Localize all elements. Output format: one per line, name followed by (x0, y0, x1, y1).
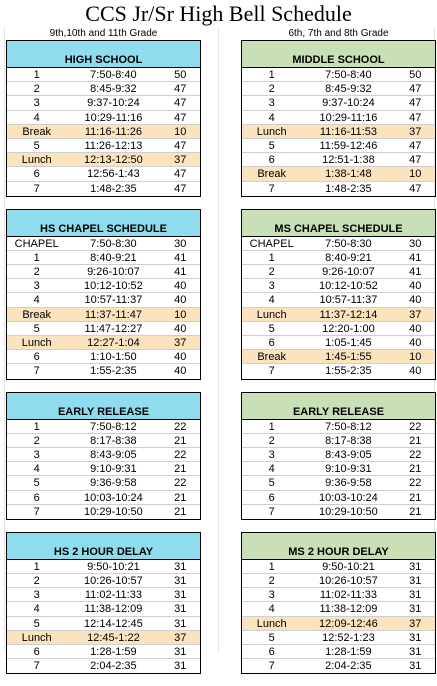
section-title: HIGH SCHOOL (7, 41, 200, 68)
period-cell: 6 (33, 168, 40, 181)
schedule-section (241, 532, 436, 675)
minutes-cell: 47 (174, 182, 187, 195)
schedule-row (242, 153, 435, 167)
schedule-row (7, 251, 200, 265)
minutes-cell: 30 (174, 237, 187, 250)
minutes-cell: 47 (174, 139, 187, 152)
time-cell: 11:02-11:33 (319, 589, 377, 602)
time-cell: 9:26-10:07 (87, 266, 140, 279)
minutes-cell: 47 (174, 111, 187, 124)
minutes-cell: 40 (174, 294, 187, 307)
schedule-section (6, 209, 201, 380)
time-cell: 10:26-10:57 (319, 575, 378, 588)
schedule-section (241, 40, 436, 197)
schedule-row (242, 448, 435, 462)
period-cell: 7 (33, 505, 40, 518)
time-cell: 7:50-8:30 (90, 237, 137, 250)
minutes-cell: 31 (409, 560, 422, 573)
grade-label-middle: 6th, 7th and 8th Grade (288, 28, 389, 39)
minutes-cell: 31 (409, 646, 422, 658)
time-cell: 1:28-1:59 (325, 646, 372, 658)
time-cell: 8:45-9:32 (325, 83, 372, 96)
minutes-cell: 40 (174, 280, 187, 293)
minutes-cell: 40 (409, 337, 422, 349)
period-cell: 2 (33, 575, 40, 588)
period-cell: 4 (268, 463, 275, 476)
period-cell: 7 (268, 365, 275, 378)
schedule-row (242, 560, 435, 574)
time-cell: 9:50-10:21 (322, 560, 375, 573)
period-cell: 2 (268, 83, 275, 96)
schedule-section (6, 392, 201, 520)
schedule-row (242, 462, 435, 476)
minutes-cell: 30 (409, 237, 422, 250)
schedule-row (242, 617, 435, 631)
period-cell: 2 (33, 83, 40, 96)
period-cell: 7 (268, 182, 275, 195)
schedule-row (7, 153, 200, 167)
schedule-row (242, 336, 435, 350)
schedule-row (7, 336, 200, 350)
time-cell: 10:29-11:16 (319, 111, 378, 124)
minutes-cell: 31 (174, 660, 187, 673)
minutes-cell: 41 (174, 266, 187, 279)
period-cell: 1 (33, 251, 40, 264)
page-title: CCS Jr/Sr High Bell Schedule (85, 1, 352, 26)
period-cell: 6 (268, 154, 275, 167)
minutes-cell: 37 (409, 308, 422, 321)
time-cell: 1:48-2:35 (90, 182, 137, 195)
minutes-cell: 31 (409, 575, 422, 588)
schedule-section (6, 532, 201, 675)
schedule-row (7, 322, 200, 336)
period-cell: 7 (33, 182, 40, 195)
schedule-row (242, 491, 435, 505)
period-cell: 5 (268, 631, 275, 644)
minutes-cell: 47 (409, 154, 422, 167)
period-cell: Break (22, 125, 52, 138)
minutes-cell: 47 (409, 97, 422, 110)
minutes-cell: 22 (174, 420, 187, 433)
schedule-row (242, 588, 435, 602)
minutes-cell: 41 (174, 251, 187, 264)
schedule-row (242, 659, 435, 673)
minutes-cell: 41 (409, 266, 422, 279)
minutes-cell: 21 (409, 505, 422, 518)
period-cell: 6 (268, 337, 275, 349)
time-cell: 8:45-9:32 (90, 83, 137, 96)
minutes-cell: 50 (409, 69, 422, 81)
schedule-row (7, 96, 200, 110)
minutes-cell: 37 (174, 337, 187, 349)
schedule-row (7, 476, 200, 490)
schedule-section (241, 392, 436, 520)
time-cell: 11:38-12:09 (319, 603, 378, 616)
period-cell: 1 (268, 251, 275, 264)
period-cell: 1 (268, 69, 275, 81)
schedule-row (7, 602, 200, 616)
time-cell: 8:43-9:05 (325, 448, 372, 461)
schedule-row (242, 350, 435, 364)
minutes-cell: 31 (409, 631, 422, 644)
minutes-cell: 10 (174, 308, 187, 321)
minutes-cell: 21 (174, 434, 187, 447)
time-cell: 8:40-9:21 (325, 251, 372, 264)
schedule-row (242, 574, 435, 588)
schedule-row (7, 350, 200, 364)
period-cell: 1 (268, 420, 275, 433)
period-cell: Lunch (256, 308, 287, 321)
schedule-row (7, 434, 200, 448)
period-cell: 2 (268, 266, 275, 279)
minutes-cell: 40 (174, 322, 187, 335)
schedule-row (7, 293, 200, 307)
minutes-cell: 31 (174, 603, 187, 616)
period-cell: 3 (33, 97, 40, 110)
time-cell: 10:03-10:24 (84, 491, 143, 504)
time-cell: 7:50-8:12 (325, 420, 372, 433)
period-cell: 3 (33, 280, 40, 293)
schedule-row (242, 505, 435, 519)
minutes-cell: 31 (174, 617, 187, 630)
schedule-row (7, 182, 200, 196)
minutes-cell: 21 (174, 491, 187, 504)
time-cell: 7:50-8:30 (325, 237, 372, 250)
period-cell: 3 (33, 448, 40, 461)
time-cell: 11:47-12:27 (84, 322, 143, 335)
period-cell: 6 (268, 491, 275, 504)
period-cell: 5 (268, 477, 275, 490)
period-cell: Lunch (256, 617, 287, 630)
minutes-cell: 22 (174, 448, 187, 461)
schedule-row (7, 308, 200, 322)
time-cell: 11:16-11:53 (319, 125, 377, 138)
minutes-cell: 41 (409, 251, 422, 264)
time-cell: 1:48-2:35 (325, 182, 372, 195)
time-cell: 7:50-8:40 (325, 69, 372, 81)
schedule-row (7, 420, 200, 434)
section-title: HS 2 HOUR DELAY (7, 533, 200, 560)
period-cell: 4 (268, 603, 275, 616)
minutes-cell: 22 (409, 448, 422, 461)
minutes-cell: 40 (409, 365, 422, 378)
schedule-row (242, 111, 435, 125)
period-cell: 5 (268, 139, 275, 152)
minutes-cell: 31 (409, 589, 422, 602)
time-cell: 12:14-12:45 (84, 617, 143, 630)
minutes-cell: 31 (174, 560, 187, 573)
schedule-row (7, 167, 200, 181)
time-cell: 9:50-10:21 (87, 560, 140, 573)
schedule-row (7, 279, 200, 293)
time-cell: 11:59-12:46 (319, 139, 378, 152)
schedule-row (7, 265, 200, 279)
period-cell: Lunch (256, 125, 287, 138)
time-cell: 9:37-10:24 (87, 97, 140, 110)
period-cell: 5 (33, 139, 40, 152)
period-cell: 2 (33, 434, 40, 447)
time-cell: 1:10-1:50 (90, 351, 137, 364)
period-cell: 3 (268, 448, 275, 461)
schedule-row (242, 420, 435, 434)
middle-school-column (241, 27, 436, 686)
time-cell: 1:55-2:35 (325, 365, 372, 378)
minutes-cell: 21 (174, 505, 187, 518)
section-title: HS CHAPEL SCHEDULE (7, 210, 200, 237)
schedule-row (7, 125, 200, 139)
minutes-cell: 31 (409, 660, 422, 673)
period-cell: 4 (268, 111, 275, 124)
section-title: MS CHAPEL SCHEDULE (242, 210, 435, 237)
minutes-cell: 22 (409, 420, 422, 433)
period-cell: 4 (33, 603, 40, 616)
period-cell: 1 (268, 560, 275, 573)
section-title: MS 2 HOUR DELAY (242, 533, 435, 560)
time-cell: 10:03-10:24 (319, 491, 378, 504)
minutes-cell: 37 (409, 125, 422, 138)
schedule-row (7, 111, 200, 125)
period-cell: Break (22, 308, 52, 321)
time-cell: 11:37-11:47 (84, 308, 142, 321)
schedule-row (7, 574, 200, 588)
minutes-cell: 10 (409, 168, 422, 181)
period-cell: 3 (268, 97, 275, 110)
minutes-cell: 10 (174, 125, 187, 138)
minutes-cell: 40 (409, 322, 422, 335)
schedule-row (7, 139, 200, 153)
schedule-row (7, 659, 200, 673)
schedule-row (242, 279, 435, 293)
schedule-row (7, 68, 200, 82)
schedule-row (242, 631, 435, 645)
period-cell: 6 (33, 351, 40, 364)
schedule-row (242, 82, 435, 96)
schedule-row (242, 308, 435, 322)
schedule-row (242, 476, 435, 490)
minutes-cell: 21 (174, 463, 187, 476)
schedule-row (242, 68, 435, 82)
period-cell: 7 (33, 660, 40, 673)
time-cell: 11:16-11:26 (84, 125, 142, 138)
minutes-cell: 40 (409, 294, 422, 307)
time-cell: 12:52-1:23 (322, 631, 375, 644)
time-cell: 10:57-11:37 (319, 294, 378, 307)
schedule-row (242, 434, 435, 448)
schedule-row (7, 82, 200, 96)
time-cell: 12:56-1:43 (87, 168, 140, 181)
minutes-cell: 21 (409, 463, 422, 476)
minutes-cell: 31 (174, 646, 187, 658)
minutes-cell: 47 (409, 139, 422, 152)
time-cell: 12:45-1:22 (87, 631, 140, 644)
schedule-row (242, 139, 435, 153)
time-cell: 12:20-1:00 (322, 322, 375, 335)
minutes-cell: 37 (174, 631, 187, 644)
schedule-row (242, 293, 435, 307)
schedule-row (7, 491, 200, 505)
period-cell: 3 (268, 589, 275, 602)
time-cell: 1:05-1:45 (325, 337, 372, 349)
period-cell: 4 (33, 463, 40, 476)
schedule-row (242, 645, 435, 659)
period-cell: 1 (33, 560, 40, 573)
time-cell: 1:45-1:55 (325, 351, 372, 364)
time-cell: 11:02-11:33 (84, 589, 142, 602)
schedule-row (7, 237, 200, 251)
period-cell: 2 (268, 575, 275, 588)
time-cell: 1:28-1:59 (90, 646, 137, 658)
schedule-row (242, 322, 435, 336)
schedule-row (242, 237, 435, 251)
period-cell: Lunch (21, 154, 52, 167)
minutes-cell: 50 (174, 69, 187, 81)
schedule-row (242, 96, 435, 110)
period-cell: 7 (33, 365, 40, 378)
time-cell: 7:50-8:12 (90, 420, 137, 433)
minutes-cell: 47 (174, 97, 187, 110)
period-cell: 4 (33, 111, 40, 124)
time-cell: 10:29-10:50 (84, 505, 143, 518)
time-cell: 7:50-8:40 (90, 69, 137, 81)
minutes-cell: 22 (409, 477, 422, 490)
period-cell: CHAPEL (249, 237, 294, 250)
high-school-column (6, 27, 201, 686)
minutes-cell: 31 (409, 603, 422, 616)
time-cell: 9:10-9:31 (90, 463, 137, 476)
schedule-row (7, 588, 200, 602)
period-cell: 5 (33, 477, 40, 490)
period-cell: 6 (33, 646, 40, 658)
period-cell: 1 (33, 420, 40, 433)
time-cell: 2:04-2:35 (325, 660, 372, 673)
period-cell: 3 (33, 589, 40, 602)
schedule-row (242, 251, 435, 265)
minutes-cell: 40 (174, 351, 187, 364)
period-cell: Break (257, 351, 287, 364)
time-cell: 9:37-10:24 (322, 97, 375, 110)
schedule-row (7, 364, 200, 378)
schedule-section (6, 40, 201, 197)
minutes-cell: 31 (174, 575, 187, 588)
schedule-row (7, 462, 200, 476)
schedule-row (7, 448, 200, 462)
time-cell: 10:29-10:50 (319, 505, 378, 518)
time-cell: 8:17-8:38 (90, 434, 137, 447)
schedule-row (242, 167, 435, 181)
period-cell: Lunch (21, 631, 52, 644)
minutes-cell: 21 (409, 491, 422, 504)
minutes-cell: 22 (174, 477, 187, 490)
minutes-cell: 31 (174, 589, 187, 602)
schedule-row (242, 182, 435, 196)
period-cell: Lunch (21, 337, 52, 349)
period-cell: 3 (268, 280, 275, 293)
time-cell: 12:27-1:04 (87, 337, 140, 349)
minutes-cell: 47 (174, 83, 187, 96)
time-cell: 8:40-9:21 (90, 251, 137, 264)
schedule-row (7, 645, 200, 659)
time-cell: 10:29-11:16 (84, 111, 143, 124)
period-cell: 6 (268, 646, 275, 658)
time-cell: 12:09-12:46 (319, 617, 378, 630)
time-cell: 1:38-1:48 (325, 168, 372, 181)
time-cell: 8:43-9:05 (90, 448, 137, 461)
period-cell: 7 (268, 660, 275, 673)
schedule-row (242, 364, 435, 378)
minutes-cell: 47 (409, 182, 422, 195)
time-cell: 12:13-12:50 (84, 154, 143, 167)
section-title: EARLY RELEASE (242, 393, 435, 420)
grade-label-high: 9th,10th and 11th Grade (49, 28, 158, 39)
period-cell: 4 (33, 294, 40, 307)
time-cell: 10:12-10:52 (319, 280, 378, 293)
period-cell: 5 (33, 322, 40, 335)
time-cell: 9:10-9:31 (325, 463, 372, 476)
period-cell: 5 (268, 322, 275, 335)
period-cell: 5 (33, 617, 40, 630)
period-cell: 2 (268, 434, 275, 447)
minutes-cell: 21 (409, 434, 422, 447)
time-cell: 9:26-10:07 (322, 266, 375, 279)
section-title: MIDDLE SCHOOL (242, 41, 435, 68)
minutes-cell: 10 (409, 351, 422, 364)
time-cell: 9:36-9:58 (325, 477, 372, 490)
minutes-cell: 40 (174, 365, 187, 378)
period-cell: 2 (33, 266, 40, 279)
time-cell: 10:26-10:57 (84, 575, 143, 588)
minutes-cell: 37 (174, 154, 187, 167)
schedule-row (242, 265, 435, 279)
period-cell: 1 (33, 69, 40, 81)
period-cell: 4 (268, 294, 275, 307)
period-cell: CHAPEL (14, 237, 59, 250)
minutes-cell: 37 (409, 617, 422, 630)
time-cell: 1:55-2:35 (90, 365, 137, 378)
schedule-row (7, 631, 200, 645)
minutes-cell: 47 (174, 168, 187, 181)
schedule-row (242, 125, 435, 139)
time-cell: 12:51-1:38 (322, 154, 375, 167)
time-cell: 11:37-12:14 (319, 308, 378, 321)
time-cell: 10:12-10:52 (84, 280, 143, 293)
time-cell: 11:26-12:13 (84, 139, 143, 152)
time-cell: 8:17-8:38 (325, 434, 372, 447)
time-cell: 2:04-2:35 (90, 660, 137, 673)
time-cell: 10:57-11:37 (84, 294, 143, 307)
minutes-cell: 40 (409, 280, 422, 293)
schedule-section (241, 209, 436, 380)
period-cell: Break (257, 168, 287, 181)
schedule-row (7, 560, 200, 574)
time-cell: 11:38-12:09 (84, 603, 143, 616)
period-cell: 7 (268, 505, 275, 518)
period-cell: 6 (33, 491, 40, 504)
schedule-row (242, 602, 435, 616)
section-title: EARLY RELEASE (7, 393, 200, 420)
schedule-row (7, 617, 200, 631)
minutes-cell: 47 (409, 83, 422, 96)
minutes-cell: 47 (409, 111, 422, 124)
time-cell: 9:36-9:58 (90, 477, 137, 490)
schedule-row (7, 505, 200, 519)
